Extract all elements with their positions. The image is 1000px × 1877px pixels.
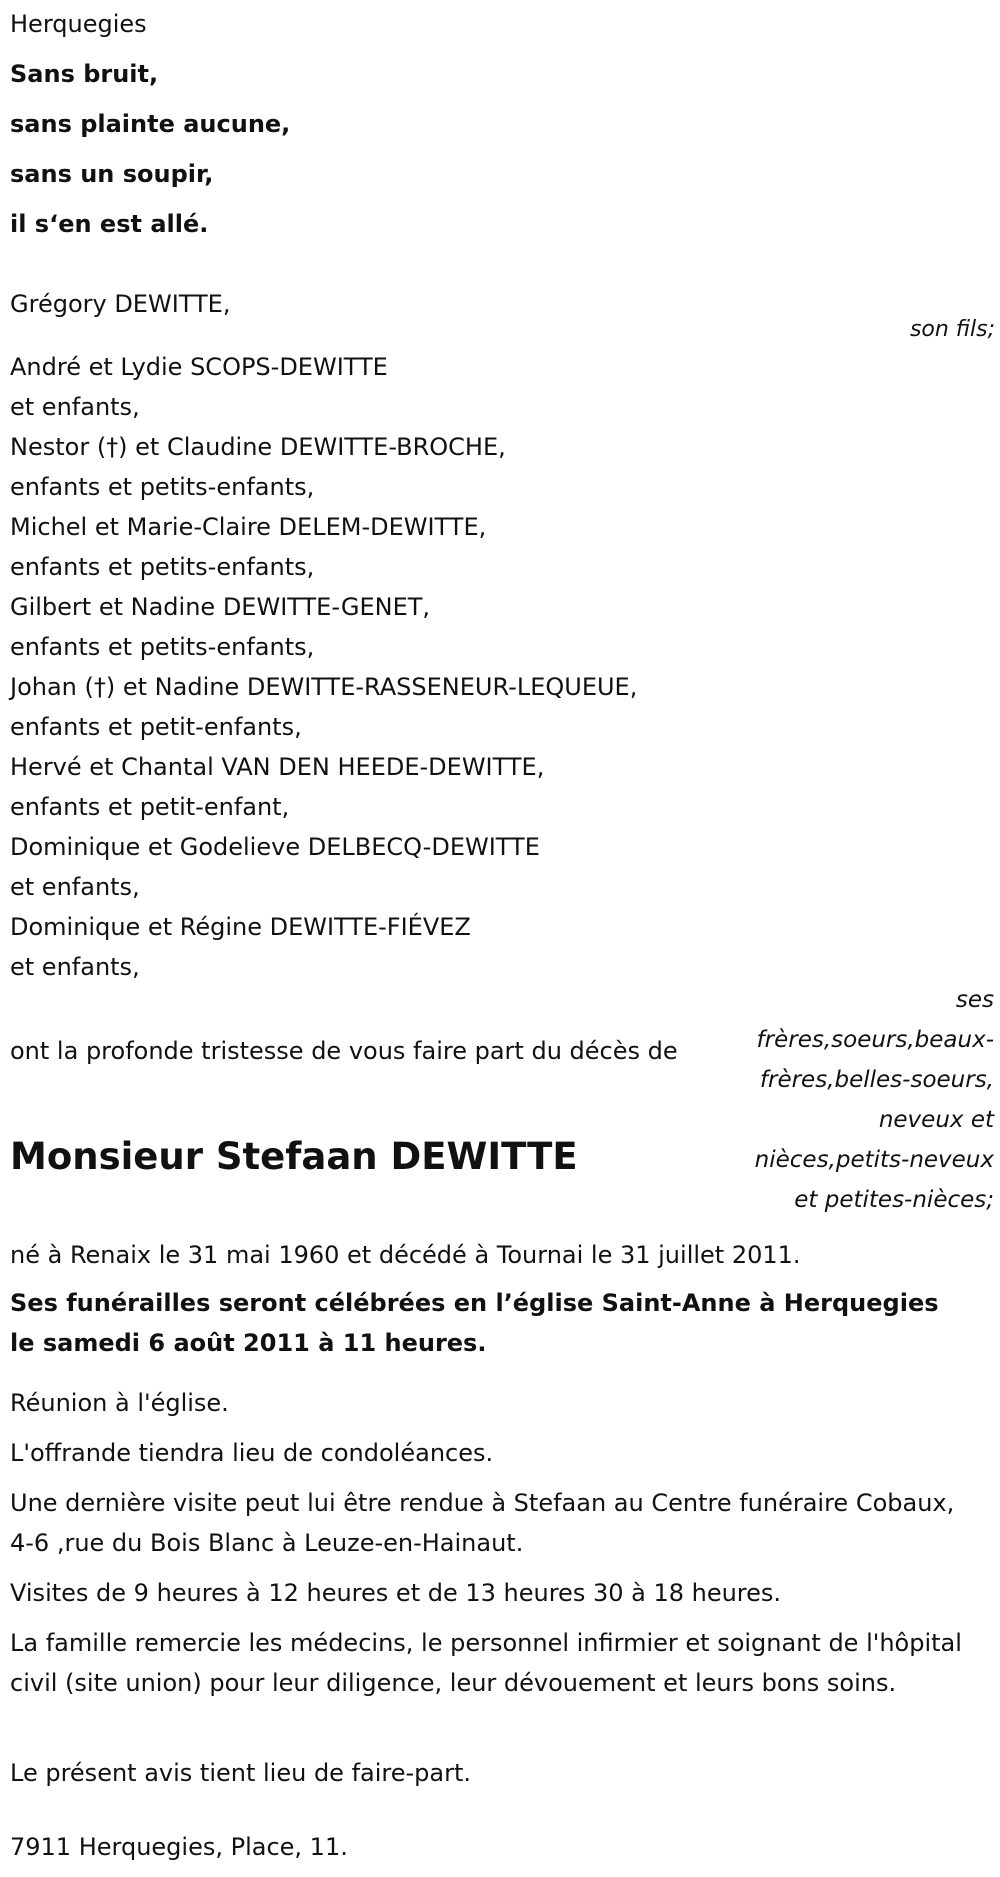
paragraph-visite: Une dernière visite peut lui être rendue à Stefaan au Centre funéraire Cobaux, 4-6 ,rue du Bois Blanc à Leuze-en-Hainaut. <box>10 1489 955 1557</box>
family-line-14: et enfants, <box>10 873 140 901</box>
family-line-9: Johan (†) et Nadine DEWITTE-RASSENEUR-LEQUEUE, <box>10 673 638 701</box>
family-line-8: enfants et petits-enfants, <box>10 633 315 661</box>
family-line-5: Michel et Marie-Claire DELEM-DEWITTE, <box>10 513 487 541</box>
paragraph-offrande: L'offrande tiendra lieu de condoléances. <box>10 1439 494 1467</box>
family-line-15: Dominique et Régine DEWITTE-FIÉVEZ <box>10 913 471 941</box>
family-line-3: Nestor (†) et Claudine DEWITTE-BROCHE, <box>10 433 506 461</box>
deceased-name: Monsieur Stefaan DEWITTE <box>10 1135 578 1178</box>
paragraph-horaires: Visites de 9 heures à 12 heures et de 13 heures 30 à 18 heures. <box>10 1579 782 1607</box>
son-relation: son fils; <box>909 317 995 342</box>
poem-line-3: sans un soupir, <box>10 160 214 188</box>
family-line-11: Hervé et Chantal VAN DEN HEEDE-DEWITTE, <box>10 753 545 781</box>
funeral-info: Ses funérailles seront célébrées en l’église Saint-Anne à Herquegies le samedi 6 août 2011 à 11 heures. <box>10 1289 939 1357</box>
son-name: Grégory DEWITTE, <box>10 290 231 318</box>
family-line-7: Gilbert et Nadine DEWITTE-GENET, <box>10 593 431 621</box>
address: 7911 Herquegies, Place, 11. <box>10 1833 348 1861</box>
poem-line-2: sans plainte aucune, <box>10 110 291 138</box>
location-header: Herquegies <box>10 10 147 38</box>
family-line-1: André et Lydie SCOPS-DEWITTE <box>10 353 388 381</box>
paragraph-remerciements: La famille remercie les médecins, le personnel infirmier et soignant de l'hôpital civil (site union) pour leur diligence, leur dévouement et leurs bons soins. <box>10 1629 962 1697</box>
paragraph-reunion: Réunion à l'église. <box>10 1389 229 1417</box>
family-line-10: enfants et petit-enfants, <box>10 713 302 741</box>
announcement-text: ont la profonde tristesse de vous faire part du décès de <box>10 1037 678 1065</box>
family-line-2: et enfants, <box>10 393 140 421</box>
paragraph-faire-part: Le présent avis tient lieu de faire-part. <box>10 1759 472 1787</box>
family-line-12: enfants et petit-enfant, <box>10 793 290 821</box>
family-line-4: enfants et petits-enfants, <box>10 473 315 501</box>
family-line-13: Dominique et Godelieve DELBECQ-DEWITTE <box>10 833 540 861</box>
siblings-relation: ses frères,soeurs,beaux-frères,belles-soeurs, neveux et nièces,petits-neveux et petites-nièces; <box>754 987 994 1213</box>
family-line-16: et enfants, <box>10 953 140 981</box>
poem-line-1: Sans bruit, <box>10 60 159 88</box>
deceased-dates: né à Renaix le 31 mai 1960 et décédé à Tournai le 31 juillet 2011. <box>10 1241 801 1269</box>
poem-line-4: il s‘en est allé. <box>10 210 209 238</box>
family-line-6: enfants et petits-enfants, <box>10 553 315 581</box>
